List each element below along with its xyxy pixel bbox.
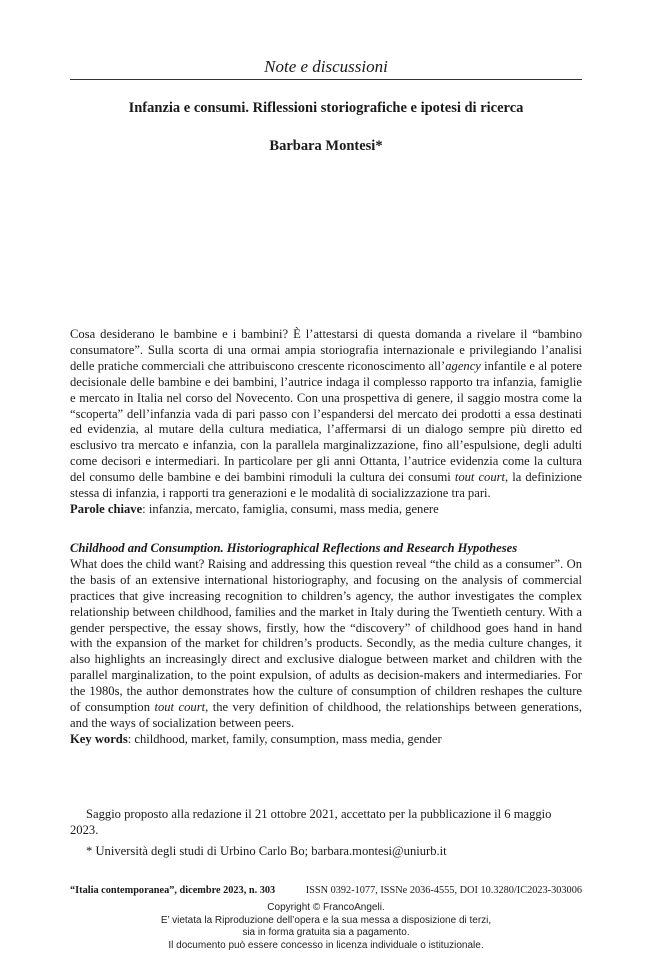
copyright-notice [70,902,582,952]
agency-term: agency [445,358,481,373]
copyright-line: sia in forma gratuita sia a pagamento. [242,927,410,939]
english-title: Childhood and Consumption. Historiographical Reflections and Research Hypotheses [70,541,518,555]
submission-note: Saggio proposto alla redazione il 21 ottobre 2021, accettato per la pubblicazione il 6 maggio 2023. [70,807,552,837]
abstract-en-text-2: , the very definition of childhood, the relationships between generations, and the ways of socialization between peers. [70,700,582,730]
author-name: Barbara Montesi* [269,138,383,154]
journal-identifiers: ISSN 0392-1077, ISSNe 2036-4555, DOI 10.3280/IC2023-303006 [305,885,582,896]
journal-citation: “Italia contemporanea”, dicembre 2023, n. 303 [70,885,276,896]
abstract-en-text-1: What does the child want? Raising and addressing this question reveal “the child as a consumer”. On the basis of an extensive international historiography, and focusing on the analysis of commercial practices that give increasing recognition to children’s agency, the author investigates the complex relationship between childhood, families and the market in Italy during the Twentieth century. With a gender perspective, the essay shows, firstly, how the “discovery” of childhood goes hand in hand with the expansion of the market for children’s products. Secondly, as the media culture changes, it also highlights an increasingly direct and exclusive dialogue between market and children with the parallel marginalization, to the point expulsion, of adults as decision-makers and intermediaries. For the 1980s, the author demonstrates how the culture of consumption of children reshapes the culture of consumption [70,556,582,715]
abstract-it-text-2: infantile e al potere decisionale delle bambine e dei bambini, l’autrice indaga il complesso rapporto tra infanzia, famiglie e mercato in Italia nel corso del Novecento. Con una prospettiva di genere, il saggio mostra come la “scoperta” dell’infanzia vada di pari passo con l’espandersi del mercato dei prodotti a essa destinati ed evidenzia, al mutare della cultura mediatica, l’affermarsi di un dialogo sempre più diretto ed esclusivo tra mercato e infanzia, con la parallela marginalizzazione, fino all’espulsione, degli adulti come decisori e intermediari. In particolare per gli anni Ottanta, l’autrice evidenzia come la cultura del consumo delle bambine e dei bambini rimoduli la cultura dei consumi [70,358,583,485]
header-rule [70,79,582,80]
copyright-line: E’ vietata la Riproduzione dell’opera e la sua messa a disposizione di terzi, [160,914,492,926]
tout-court-term: tout court [454,470,506,485]
abstract-italian [70,327,582,518]
page-footer [70,885,582,896]
abstract-it-text-1: Cosa desiderano le bambine e i bambini? È l’attestarsi di questa domanda a rivelare il “bambino consumatore”. Sulla scorta di una ormai ampia storiografia internazionale e privilegiando l’analisi delle pratiche commerciali che attribuiscono crescente riconoscimento all’ [70,327,582,373]
abstract-english [70,541,582,748]
keywords-en: : childhood, market, family, consumption, mass media, gender [127,731,442,746]
keywords-it: : infanzia, mercato, famiglia, consumi, mass media, genere [142,501,439,516]
keywords-label-en: Key words [70,731,128,746]
tout-court-term-en: tout court [154,700,206,715]
copyright-line: Il documento può essere concesso in licenza individuale o istituzionale. [168,939,484,951]
keywords-label-it: Parole chiave [70,501,143,516]
abstract-it-text-3: , la definizione stessa di infanzia, i rapporti tra generazioni e le modalità di socializzazione tra pari. [70,470,582,501]
section-header: Note e discussioni [264,57,388,76]
copyright-line: Copyright © FrancoAngeli. [267,902,385,913]
author-affiliation: * Università degli studi di Urbino Carlo Bo; barbara.montesi@uniurb.it [86,844,447,858]
article-title: Infanzia e consumi. Riflessioni storiografiche e ipotesi di ricerca [128,100,524,116]
